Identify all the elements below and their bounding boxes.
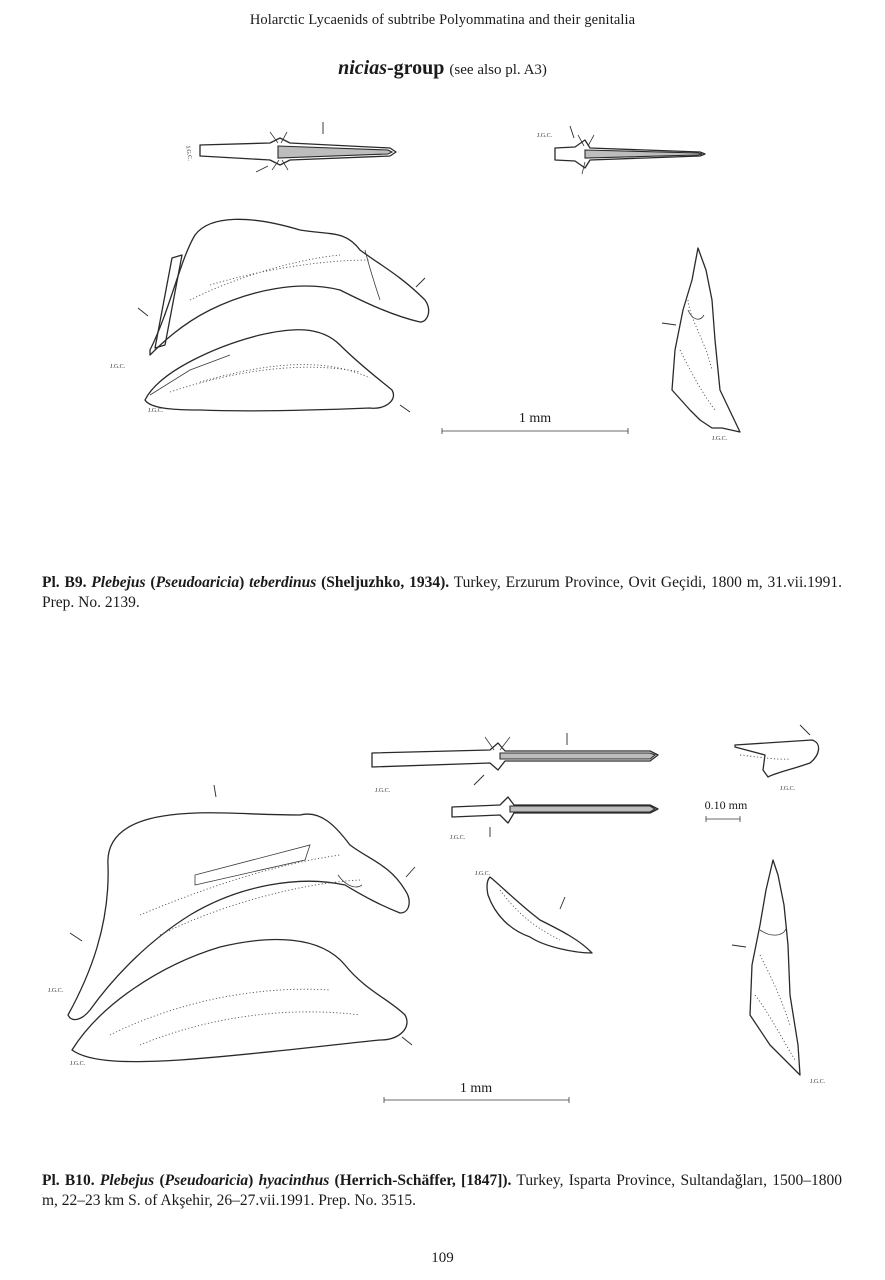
b10-initials-f: J.G.C.	[780, 786, 796, 792]
b9-paren-close: )	[239, 574, 245, 591]
b10-bulb	[475, 871, 592, 953]
b10-uncus	[732, 860, 826, 1085]
b9-author: (Sheljuzhko, 1934).	[321, 574, 450, 591]
b9-locality: Turkey, Erzurum Province, Ovit Geçidi, 1800 m, 31.vii.1991. Prep. No. 2139.	[42, 574, 843, 611]
b9-paren-open: (	[150, 574, 156, 591]
b10-scale-label: 1 mm	[459, 1081, 493, 1096]
b10-initials-g: J.G.C.	[810, 1079, 826, 1085]
b9-aedeagus-left	[184, 122, 396, 172]
b10-scale-label-small: 0.10 mm	[704, 798, 748, 812]
b9-scale-bar	[442, 411, 628, 434]
plate-b9-caption	[42, 573, 842, 613]
b9-initials-b: J.G.C.	[537, 133, 553, 139]
b9-aedeagus-right	[537, 126, 705, 174]
b10-initials-e: J.G.C.	[70, 1061, 86, 1067]
b9-uncus	[662, 248, 740, 442]
group-suffix: -group	[387, 57, 445, 79]
b10-initials-b: J.G.C.	[450, 835, 466, 841]
page-number: 109	[431, 1250, 454, 1266]
b10-valva-upper	[48, 785, 415, 1020]
b9-plate-number: Pl. B9.	[42, 574, 87, 591]
b9-initials-c: J.G.C.	[110, 364, 126, 370]
b10-paren-close: )	[248, 1172, 254, 1189]
b9-initials-a: J.G.C.	[184, 145, 193, 162]
b10-paren-open: (	[159, 1172, 165, 1189]
b9-species: teberdinus	[249, 574, 317, 591]
b9-initials-e: J.G.C.	[712, 436, 728, 442]
plate-b10-caption	[42, 1171, 842, 1211]
b9-initials-d: J.G.C.	[148, 408, 164, 414]
plate-b9-figures	[0, 110, 885, 570]
section-title	[0, 57, 885, 80]
running-head: Holarctic Lycaenids of subtribe Polyommatina and their genitalia	[249, 12, 636, 28]
b10-aedeagus-lower	[450, 797, 658, 841]
b10-scale-bar	[384, 1081, 569, 1103]
b10-subgenus: Pseudoaricia	[164, 1172, 249, 1189]
b10-locality: Turkey, Isparta Province, Sultandağları, 1500–1800 m, 22–23 km S. of Akşehir, 26–27.vii.1991. Prep. No. 3515.	[42, 1172, 843, 1209]
b10-author: (Herrich-Schäffer, [1847]).	[334, 1172, 512, 1189]
b9-valva-lower	[145, 330, 410, 414]
b9-genus: Plebejus	[91, 574, 146, 591]
b9-subgenus: Pseudoaricia	[155, 574, 240, 591]
b10-aedeagus-upper	[372, 733, 658, 794]
b10-plate-number: Pl. B10.	[42, 1172, 95, 1189]
group-note: (see also pl. A3)	[449, 62, 547, 78]
b9-valva-upper	[110, 219, 429, 370]
b10-genus: Plebejus	[99, 1172, 155, 1189]
b10-valva-lower	[70, 940, 412, 1067]
plate-b10-figures	[0, 715, 885, 1165]
b10-species: hyacinthus	[258, 1172, 330, 1189]
b10-initials-a: J.G.C.	[375, 788, 391, 794]
b10-initials-d: J.G.C.	[48, 988, 64, 994]
b9-scale-label: 1 mm	[518, 411, 552, 426]
b10-detail-small	[705, 725, 819, 822]
b10-initials-c: J.G.C.	[475, 871, 491, 877]
group-name: nicias	[338, 57, 387, 79]
